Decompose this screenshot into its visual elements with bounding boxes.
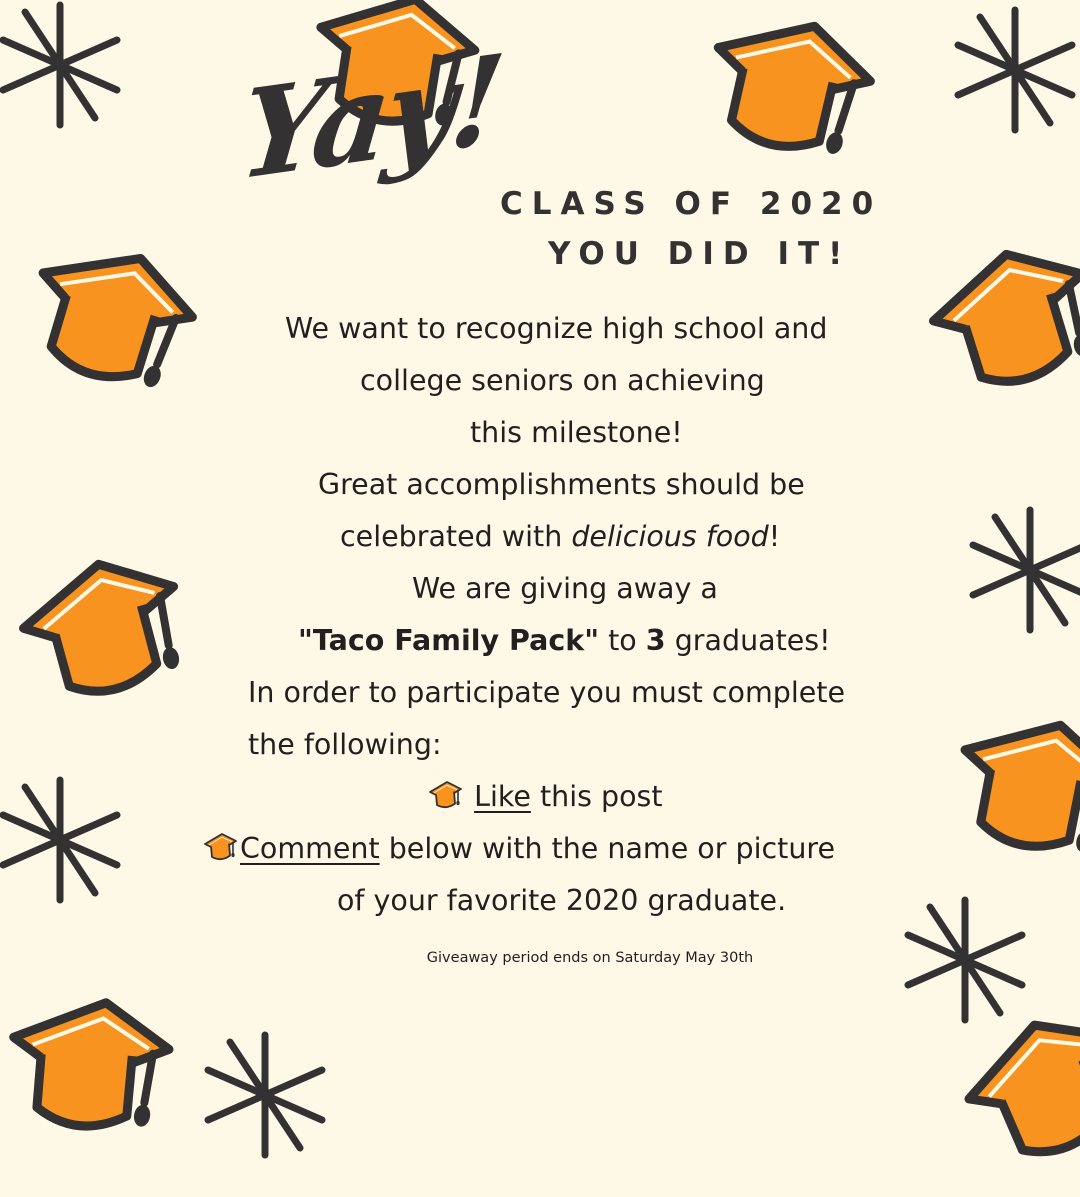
- body-line: In order to participate you must complete: [248, 676, 845, 709]
- body-line: of your favorite 2020 graduate.: [337, 884, 787, 917]
- yay-heading: Yay!: [233, 27, 508, 209]
- body-text: to: [599, 624, 646, 657]
- step-comment: [200, 823, 835, 875]
- graduation-cap-icon: [928, 680, 1080, 890]
- graduation-cap-icon: [425, 778, 465, 812]
- emphasis-text: delicious food: [571, 520, 769, 553]
- starburst-icon: [200, 1030, 330, 1160]
- giveaway-deadline: Giveaway period ends on Saturday May 30th: [426, 950, 754, 966]
- starburst-icon: [0, 775, 125, 905]
- graduation-cap-icon: [0, 967, 183, 1164]
- graduation-cap-icon: [2, 532, 199, 729]
- starburst-icon: [950, 5, 1080, 135]
- body-line: this milestone!: [470, 416, 683, 449]
- winner-count: 3: [645, 624, 666, 657]
- body-line: college seniors on achieving: [360, 364, 765, 397]
- starburst-icon: [0, 0, 125, 130]
- step-like: [425, 771, 663, 823]
- body-text: this post: [530, 780, 663, 813]
- graduation-cap-icon: [200, 830, 240, 864]
- graduation-cap-icon: [909, 219, 1080, 421]
- body-line: Great accomplishments should be: [318, 468, 805, 501]
- comment-link[interactable]: Comment: [240, 832, 380, 865]
- prize-name: "Taco Family Pack": [298, 624, 600, 657]
- body-line: We are giving away a: [412, 572, 718, 605]
- body-line: [298, 615, 831, 667]
- body-line: We want to recognize high school and: [285, 312, 828, 345]
- body-text: below with the name or picture: [379, 832, 836, 865]
- graduation-cap-icon: [0, 204, 218, 425]
- you-did-it-heading: YOU DID IT!: [548, 236, 852, 272]
- class-of-2020-heading: CLASS OF 2020: [500, 186, 883, 222]
- graduation-cap-icon: [678, 0, 892, 192]
- like-link[interactable]: Like: [474, 780, 531, 813]
- body-text: !: [768, 520, 781, 553]
- body-line: [340, 511, 780, 563]
- body-text: graduates!: [665, 624, 831, 657]
- body-text: celebrated with: [340, 520, 572, 553]
- body-line: the following:: [248, 728, 442, 761]
- starburst-icon: [965, 505, 1080, 635]
